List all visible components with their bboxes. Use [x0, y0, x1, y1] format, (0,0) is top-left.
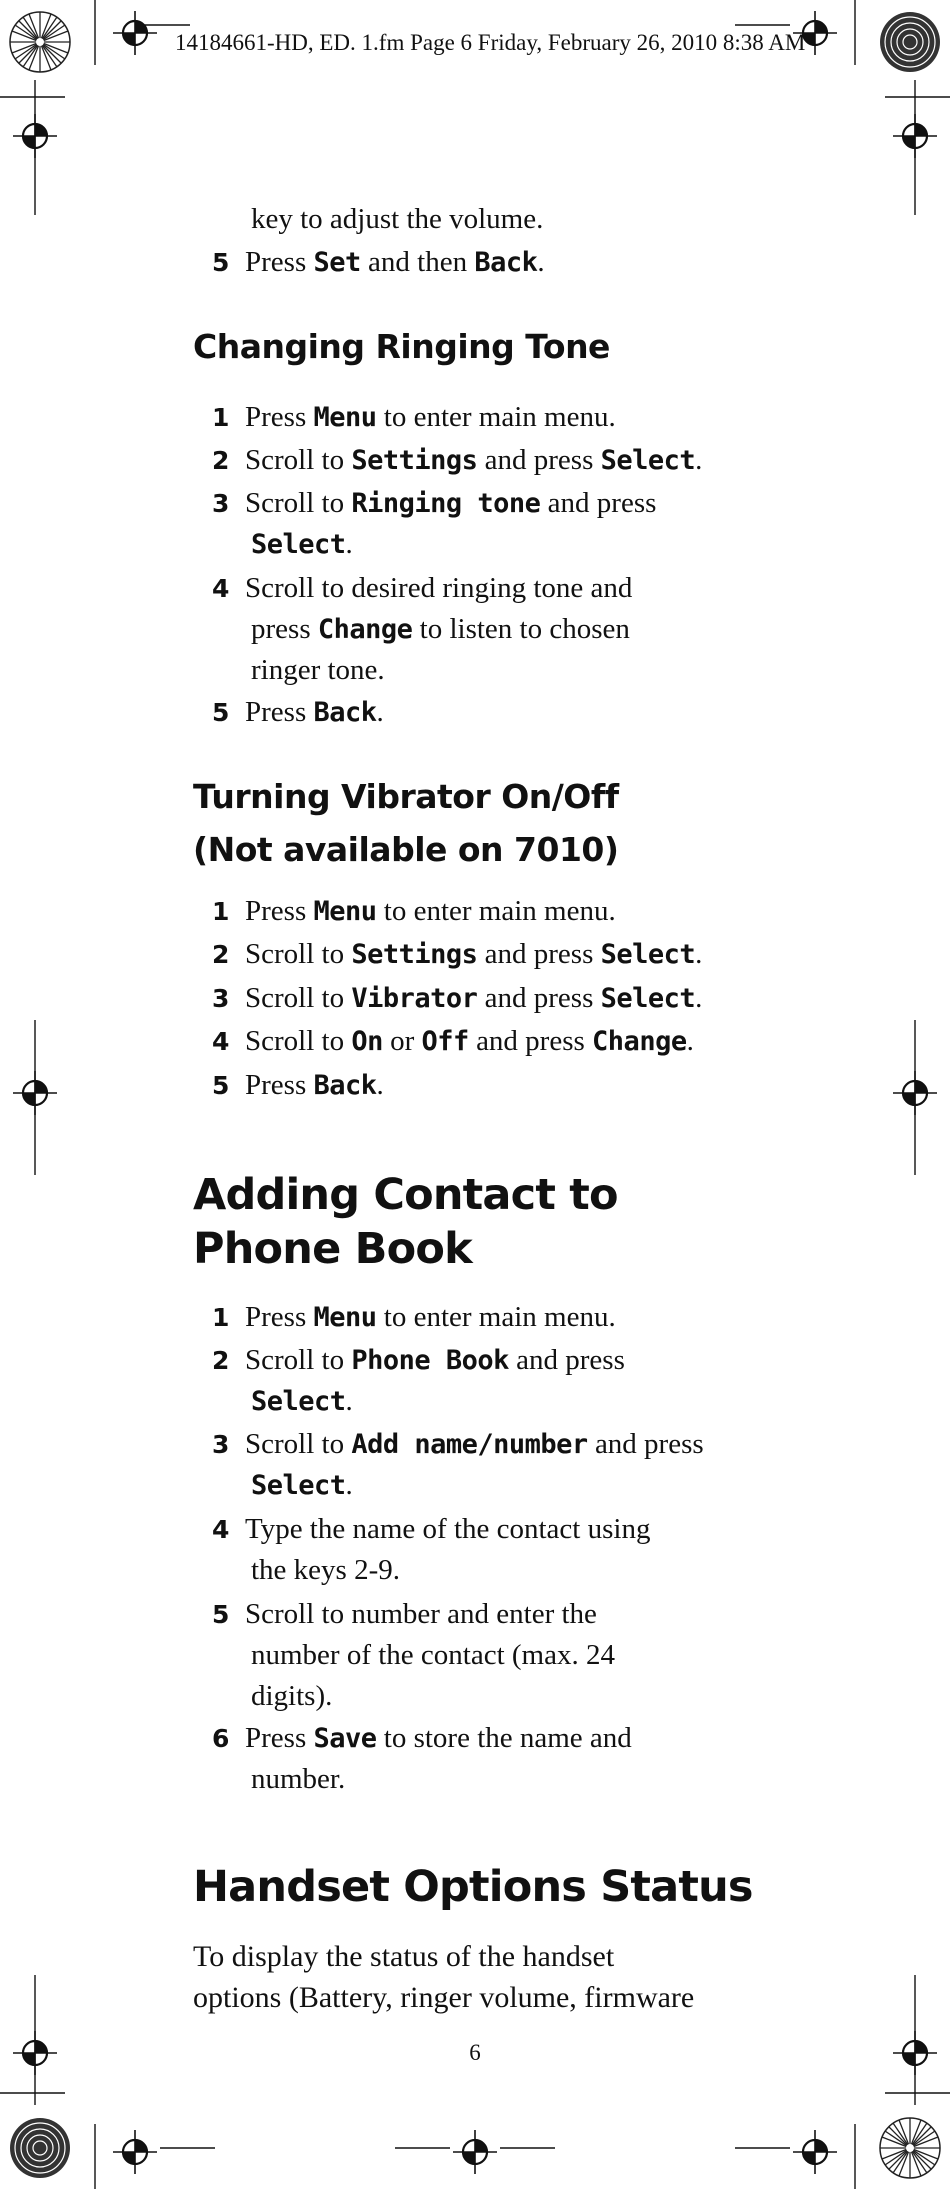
step-item — [212, 483, 772, 565]
step-item — [212, 568, 772, 691]
step-text: Press — [245, 696, 314, 728]
key-label: Add name/number — [351, 1429, 588, 1460]
step-number: 3 — [212, 489, 230, 518]
key-label: Change — [592, 1026, 687, 1057]
key-label: Select — [251, 1386, 346, 1417]
step-number: 4 — [212, 1027, 230, 1056]
step-text: Type the name of the contact using — [245, 1513, 651, 1545]
print-header-slug: 14184661-HD, ED. 1.fm Page 6 Friday, February 26, 2010 8:38 AM — [175, 30, 806, 55]
step-number: 5 — [212, 698, 230, 727]
rosette-mark-top-right — [880, 12, 940, 72]
section-heading-vibrator: Turning Vibrator On/Off — [193, 777, 619, 816]
step-text: . — [537, 246, 545, 278]
key-label: Menu — [313, 1302, 377, 1333]
step-item — [212, 440, 772, 481]
section-heading-phone-book: Adding Contact to Phone Book — [193, 1170, 618, 1274]
key-label: Vibrator — [351, 983, 478, 1014]
step-text: to listen to chosen — [412, 613, 630, 645]
key-label: Select — [600, 939, 696, 970]
step-number: 1 — [212, 1303, 230, 1332]
step-text: . — [695, 982, 703, 1014]
key-label: Select — [600, 445, 696, 476]
step-text: Press — [245, 401, 314, 433]
step-number: 1 — [212, 897, 230, 926]
key-label: Change — [317, 614, 413, 645]
step-text: to enter main menu. — [376, 895, 616, 927]
paragraph-text — [193, 1936, 773, 2018]
step-text: . — [686, 1025, 694, 1057]
step-text: Scroll to — [245, 938, 352, 970]
step-text: . — [345, 528, 353, 560]
step-text: to enter main menu. — [376, 401, 616, 433]
key-label: Ringing tone — [351, 488, 541, 519]
step-text: and press — [477, 444, 601, 476]
step-item — [212, 242, 772, 283]
key-label: Save — [313, 1723, 377, 1754]
step-number: 4 — [212, 574, 230, 603]
key-label: Menu — [313, 896, 377, 927]
key-label: Back — [313, 697, 377, 728]
step-text: Press — [245, 1069, 314, 1101]
step-text: . — [695, 444, 703, 476]
step-text: and press — [468, 1025, 593, 1057]
step-text: Press — [245, 1722, 314, 1754]
step-text: . — [376, 696, 384, 728]
step-text: Scroll to — [245, 1344, 352, 1376]
step-text: or — [382, 1025, 422, 1057]
key-label: Menu — [313, 402, 377, 433]
starburst-mark-top-left — [10, 12, 70, 72]
crosshair-mark-bottom-left — [113, 2130, 157, 2174]
step-number: 5 — [212, 248, 230, 277]
step-number: 2 — [212, 446, 230, 475]
continued-text: key to adjust the volume. — [251, 203, 544, 235]
step-number: 2 — [212, 940, 230, 969]
step-item — [212, 397, 772, 438]
step-text: and press — [477, 938, 601, 970]
step-number: 2 — [212, 1346, 230, 1375]
section-subheading-vibrator: (Not available on 7010) — [193, 830, 619, 869]
paragraph-line: options (Battery, ringer volume, firmware — [193, 1981, 695, 2014]
step-text: digits). — [251, 1680, 333, 1712]
step-item — [212, 1509, 772, 1591]
step-number: 3 — [212, 1430, 230, 1459]
step-text: Scroll to number and enter the — [245, 1598, 597, 1630]
step-text: . — [376, 1069, 384, 1101]
step-text: ringer tone. — [251, 654, 385, 686]
paragraph-line: To display the status of the handset — [193, 1940, 615, 1973]
step-number: 1 — [212, 403, 230, 432]
key-label: Select — [251, 529, 346, 560]
crosshair-mark-right-upper — [893, 114, 937, 158]
step-number: 5 — [212, 1071, 230, 1100]
key-label: Back — [474, 247, 538, 278]
step-text: Press — [245, 1301, 314, 1333]
section-heading-ringing-tone: Changing Ringing Tone — [193, 327, 610, 366]
crosshair-mark-left-upper — [13, 114, 57, 158]
step-item — [212, 692, 772, 733]
crosshair-mark-right-middle — [893, 1071, 937, 1115]
step-item — [212, 1424, 772, 1506]
step-item — [212, 1065, 772, 1106]
step-item — [212, 891, 772, 932]
key-label: Set — [313, 247, 361, 278]
step-text: Scroll to — [245, 1428, 352, 1460]
step-item — [212, 1594, 772, 1717]
step-number: 3 — [212, 984, 230, 1013]
step-text: . — [345, 1385, 353, 1417]
step-text: to enter main menu. — [376, 1301, 616, 1333]
step-item — [212, 1718, 772, 1800]
key-label: Phone Book — [351, 1345, 509, 1376]
page-number: 6 — [469, 2040, 481, 2065]
step-number: 5 — [212, 1600, 230, 1629]
step-item — [212, 934, 772, 975]
step-text: . — [345, 1469, 353, 1501]
starburst-mark-bottom-right — [880, 2118, 940, 2178]
key-label: Settings — [351, 939, 478, 970]
step-text: Scroll to desired ringing tone and — [245, 572, 633, 604]
crosshair-mark-top-left — [113, 11, 157, 55]
step-text: press — [251, 613, 318, 645]
step-text: and press — [587, 1428, 704, 1460]
key-label: On — [351, 1026, 383, 1057]
step-text: Scroll to — [245, 982, 352, 1014]
step-text: Press — [245, 246, 314, 278]
step-number: 4 — [212, 1515, 230, 1544]
rosette-mark-bottom-left — [10, 2118, 70, 2178]
step-text: number of the contact (max. 24 — [251, 1639, 615, 1671]
step-item — [212, 1021, 772, 1062]
key-label: Select — [600, 983, 696, 1014]
step-text: the keys 2-9. — [251, 1554, 400, 1586]
step-text: Press — [245, 895, 314, 927]
key-label: Select — [251, 1470, 346, 1501]
step-text: Scroll to — [245, 487, 352, 519]
step-text: Scroll to — [245, 1025, 352, 1057]
step-text: and press — [540, 487, 657, 519]
crosshair-mark-bottom-center — [453, 2130, 497, 2174]
section-heading-handset-status: Handset Options Status — [193, 1862, 753, 1912]
crosshair-mark-left-middle — [13, 1071, 57, 1115]
key-label: Off — [421, 1026, 469, 1057]
key-label: Settings — [351, 445, 478, 476]
step-text: . — [695, 938, 703, 970]
step-text: and press — [477, 982, 601, 1014]
step-text: Scroll to — [245, 444, 352, 476]
step-text: to store the name and — [376, 1722, 632, 1754]
step-item — [212, 978, 772, 1019]
crosshair-mark-bottom-right — [793, 2130, 837, 2174]
step-number: 6 — [212, 1724, 230, 1753]
step-text: and press — [508, 1344, 625, 1376]
step-item — [212, 1340, 772, 1422]
step-text: number. — [251, 1763, 346, 1795]
step-text: and then — [360, 246, 475, 278]
key-label: Back — [313, 1070, 377, 1101]
step-item — [212, 1297, 772, 1338]
